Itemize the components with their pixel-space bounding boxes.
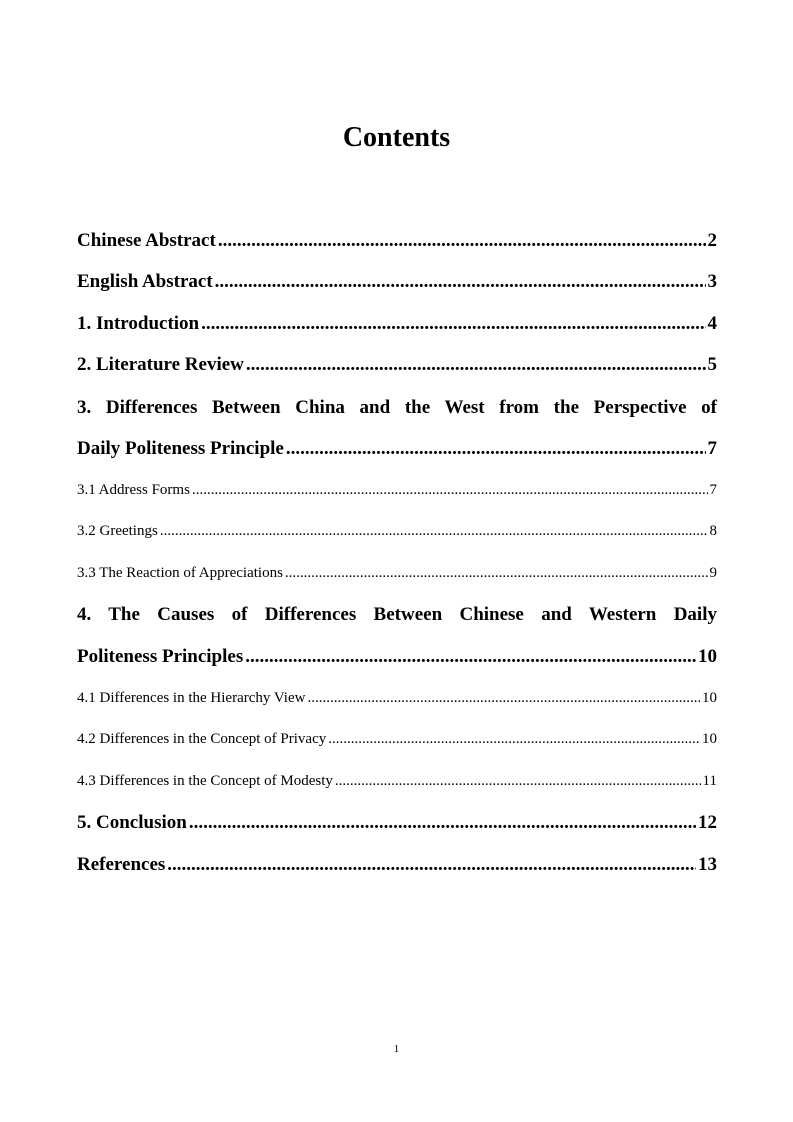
toc-entry-page: 4 [707, 313, 717, 334]
dot-leader [218, 230, 706, 252]
dot-leader [246, 354, 706, 376]
toc-entry-address-forms[interactable] [77, 482, 717, 502]
dot-leader [189, 812, 696, 834]
toc-entry-page: 10 [702, 690, 717, 706]
toc-entry-page: 9 [709, 565, 717, 581]
toc-entry-label: References [77, 854, 166, 875]
dot-leader [328, 731, 700, 748]
toc-entry-english-abstract[interactable] [77, 271, 717, 295]
toc-entry-label: 5. Conclusion [77, 812, 187, 833]
toc-entry-concept-of-privacy[interactable] [77, 731, 717, 751]
toc-entry-page: 3 [707, 271, 717, 292]
dot-leader [215, 271, 706, 293]
toc-entry-causes[interactable] [77, 646, 717, 670]
toc-entry-label: Daily Politeness Principle [77, 438, 284, 459]
toc-entry-differences-line1[interactable]: 3. Differences Between China and the West from the Perspective of [77, 397, 717, 418]
dot-leader [167, 854, 696, 876]
toc-entry-label: English Abstract [77, 271, 213, 292]
toc-entry-greetings[interactable] [77, 523, 717, 543]
toc-entry-literature-review[interactable] [77, 354, 717, 378]
toc-entry-label: 4.3 Differences in the Concept of Modesty [77, 773, 333, 789]
dot-leader [335, 773, 701, 790]
toc-entry-causes-line1[interactable]: 4. The Causes of Differences Between Chinese and Western Daily [77, 604, 717, 625]
toc-entry-label: 2. Literature Review [77, 354, 244, 375]
toc-entry-chinese-abstract[interactable] [77, 230, 717, 254]
page-number: 1 [393, 1043, 400, 1055]
toc-entry-label: 3.2 Greetings [77, 523, 158, 539]
dot-leader [307, 690, 700, 707]
toc-entry-page: 10 [698, 646, 717, 667]
toc-entry-label: 3.1 Address Forms [77, 482, 190, 498]
toc-entry-page: 13 [698, 854, 717, 875]
toc-entry-label: Politeness Principles [77, 646, 244, 667]
dot-leader [160, 523, 708, 540]
toc-entry-label: 1. Introduction [77, 313, 200, 334]
toc-entry-label: 4.1 Differences in the Hierarchy View [77, 690, 306, 706]
toc-entry-page: 5 [707, 354, 717, 375]
toc-entry-page: 11 [702, 773, 717, 789]
toc-entry-page: 8 [709, 523, 717, 539]
toc-entry-introduction[interactable] [77, 313, 717, 337]
toc-entry-page: 7 [707, 438, 717, 459]
dot-leader [201, 313, 705, 335]
toc-entry-page: 7 [709, 482, 717, 498]
toc-entry-label: Chinese Abstract [77, 230, 216, 251]
toc-entry-references[interactable] [77, 854, 717, 878]
toc-entry-page: 12 [698, 812, 717, 833]
toc-entry-label: 4.2 Differences in the Concept of Privacy [77, 731, 327, 747]
toc-entry-page: 10 [702, 731, 717, 747]
toc-entry-label: 3.3 The Reaction of Appreciations [77, 565, 283, 581]
dot-leader [286, 438, 706, 460]
page-title: Contents [342, 122, 451, 153]
dot-leader [245, 646, 696, 668]
toc-entry-page: 2 [707, 230, 717, 251]
toc-entry-hierarchy-view[interactable] [77, 690, 717, 710]
dot-leader [192, 482, 708, 499]
toc-entry-concept-of-modesty[interactable] [77, 773, 717, 793]
toc-entry-reaction-of-appreciations[interactable] [77, 565, 717, 585]
dot-leader [285, 565, 708, 582]
toc-entry-differences[interactable] [77, 438, 717, 462]
toc-entry-conclusion[interactable] [77, 812, 717, 836]
